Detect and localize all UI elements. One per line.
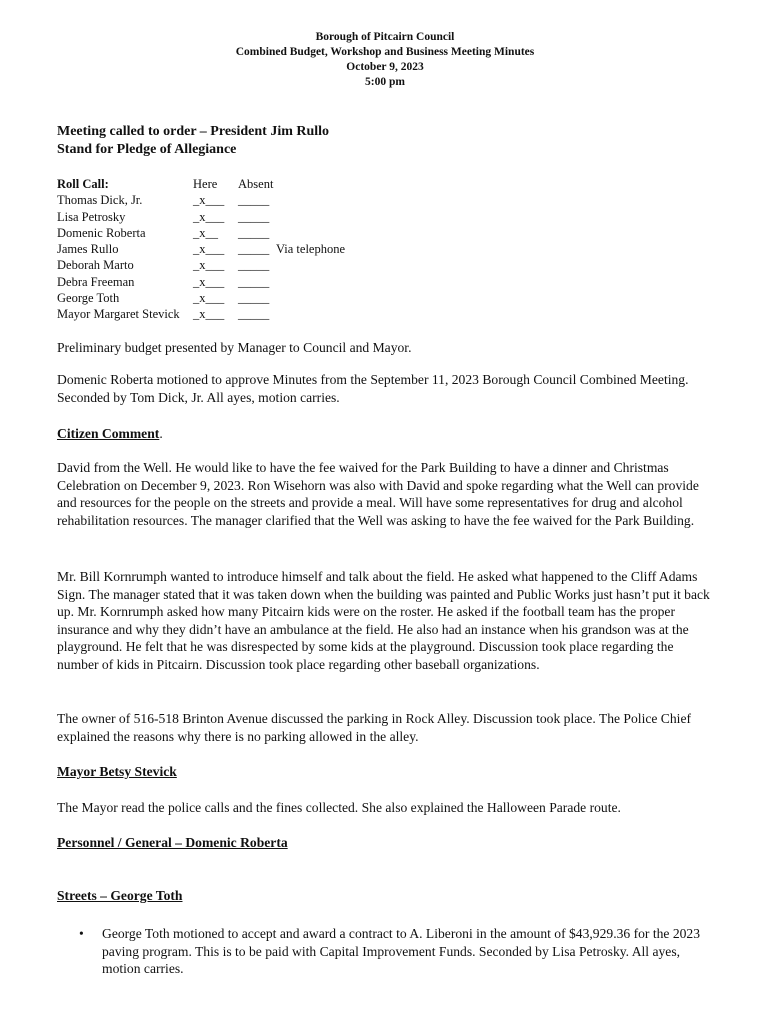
kornrumph-paragraph: Mr. Bill Kornrumph wanted to introduce himself and talk about the field. He asked what happened to the Cliff Adams Sign. The manager stated that it was taken down when the building was painted and Public Works just hasn’t put it back up. Mr. Kornrumph asked how many Pitcairn kids were on the roster. He asked if the football team has the proper insurance and why they didn’t have an ambulance at the field. He also had an instance when his grandson was at the playground. He felt that he was disrespected by some kids at the playground. Discussion took place regarding the number of kids in Pitcairn. Discussion took place regarding other baseball organizations. <box>57 569 710 672</box>
member-name: James Rullo <box>57 242 119 257</box>
mayor-paragraph: The Mayor read the police calls and the fines collected. She also explained the Halloween Parade route. <box>57 800 621 815</box>
header-time: 5:00 pm <box>365 76 405 88</box>
header-date: October 9, 2023 <box>346 61 424 73</box>
member-absent-mark: _____ <box>238 209 270 224</box>
member-absent-mark: _____ <box>238 193 270 208</box>
streets-list <box>57 925 717 978</box>
roll-call-label: Roll Call: <box>57 177 109 191</box>
member-name: Deborah Marto <box>57 258 134 273</box>
member-here-mark: _x__ <box>193 225 218 240</box>
member-name: Mayor Margaret Stevick <box>57 307 180 322</box>
budget-paragraph: Preliminary budget presented by Manager to Council and Mayor. <box>57 340 412 355</box>
document-header <box>0 30 770 90</box>
member-here-mark: _x___ <box>193 209 225 224</box>
streets-section-heading: Streets – George Toth <box>57 888 183 903</box>
member-absent-mark: _____ <box>238 307 270 322</box>
here-column-header: Here <box>193 177 218 191</box>
citizen-comment-heading <box>57 425 717 443</box>
member-here-mark: _x___ <box>193 258 225 273</box>
header-borough: Borough of Pitcairn Council <box>315 31 455 43</box>
member-absent-mark: _____ <box>238 258 270 273</box>
minutes-motion-paragraph: Domenic Roberta motioned to approve Minutes from the September 11, 2023 Borough Council Combined Meeting. Seconded by Tom Dick, Jr. All ayes, motion carries. <box>57 372 689 405</box>
citizen-comment-title: Citizen Comment <box>57 426 160 441</box>
member-absent-mark: _____ <box>238 291 270 306</box>
list-item <box>57 925 717 978</box>
member-absent-mark: _____ <box>238 225 270 240</box>
brinton-paragraph: The owner of 516-518 Brinton Avenue discussed the parking in Rock Alley. Discussion took place. The Police Chief explained the reasons why there is no parking allowed in the alley. <box>57 711 692 744</box>
pledge-heading: Stand for Pledge of Allegiance <box>57 142 237 157</box>
david-paragraph: David from the Well. He would like to have the fee waived for the Park Building to have a dinner and Christmas Celebration on December 9, 2023. Ron Wisehorn was also with David and spoke regarding what the Well can provide and resources for the people on the streets and provide a meal. Will have some representatives for drug and alcohol rehabilitation resources. The manager clarified that the Well was asking to have the fee waived for the Park Building. <box>57 460 699 528</box>
member-name: Lisa Petrosky <box>57 209 126 224</box>
list-item-text: George Toth motioned to accept and award a contract to A. Liberoni in the amount of $43,929.36 for the 2023 paving program. This is to be paid with Capital Improvement Funds. Seconded by Lisa Petrosky. All ayes, motion carries. <box>102 926 701 977</box>
member-note: Via telephone <box>276 242 346 257</box>
call-to-order-heading: Meeting called to order – President Jim Rullo <box>57 124 330 139</box>
member-name: Thomas Dick, Jr. <box>57 193 143 208</box>
member-here-mark: _x___ <box>193 307 225 322</box>
member-here-mark: _x___ <box>193 242 225 257</box>
absent-column-header: Absent <box>238 177 274 191</box>
member-absent-mark: _____ <box>238 274 270 289</box>
bullet-icon: • <box>79 926 84 941</box>
member-here-mark: _x___ <box>193 274 225 289</box>
member-here-mark: _x___ <box>193 291 225 306</box>
member-name: Domenic Roberta <box>57 225 146 240</box>
header-meeting-type: Combined Budget, Workshop and Business Meeting Minutes <box>235 46 535 58</box>
member-name: George Toth <box>57 291 120 306</box>
citizen-comment-period: . <box>159 426 163 441</box>
member-absent-mark: _____ <box>238 242 270 257</box>
personnel-section-heading: Personnel / General – Domenic Roberta <box>57 835 288 850</box>
member-here-mark: _x___ <box>193 193 225 208</box>
member-name: Debra Freeman <box>57 274 135 289</box>
mayor-section-heading: Mayor Betsy Stevick <box>57 764 177 779</box>
